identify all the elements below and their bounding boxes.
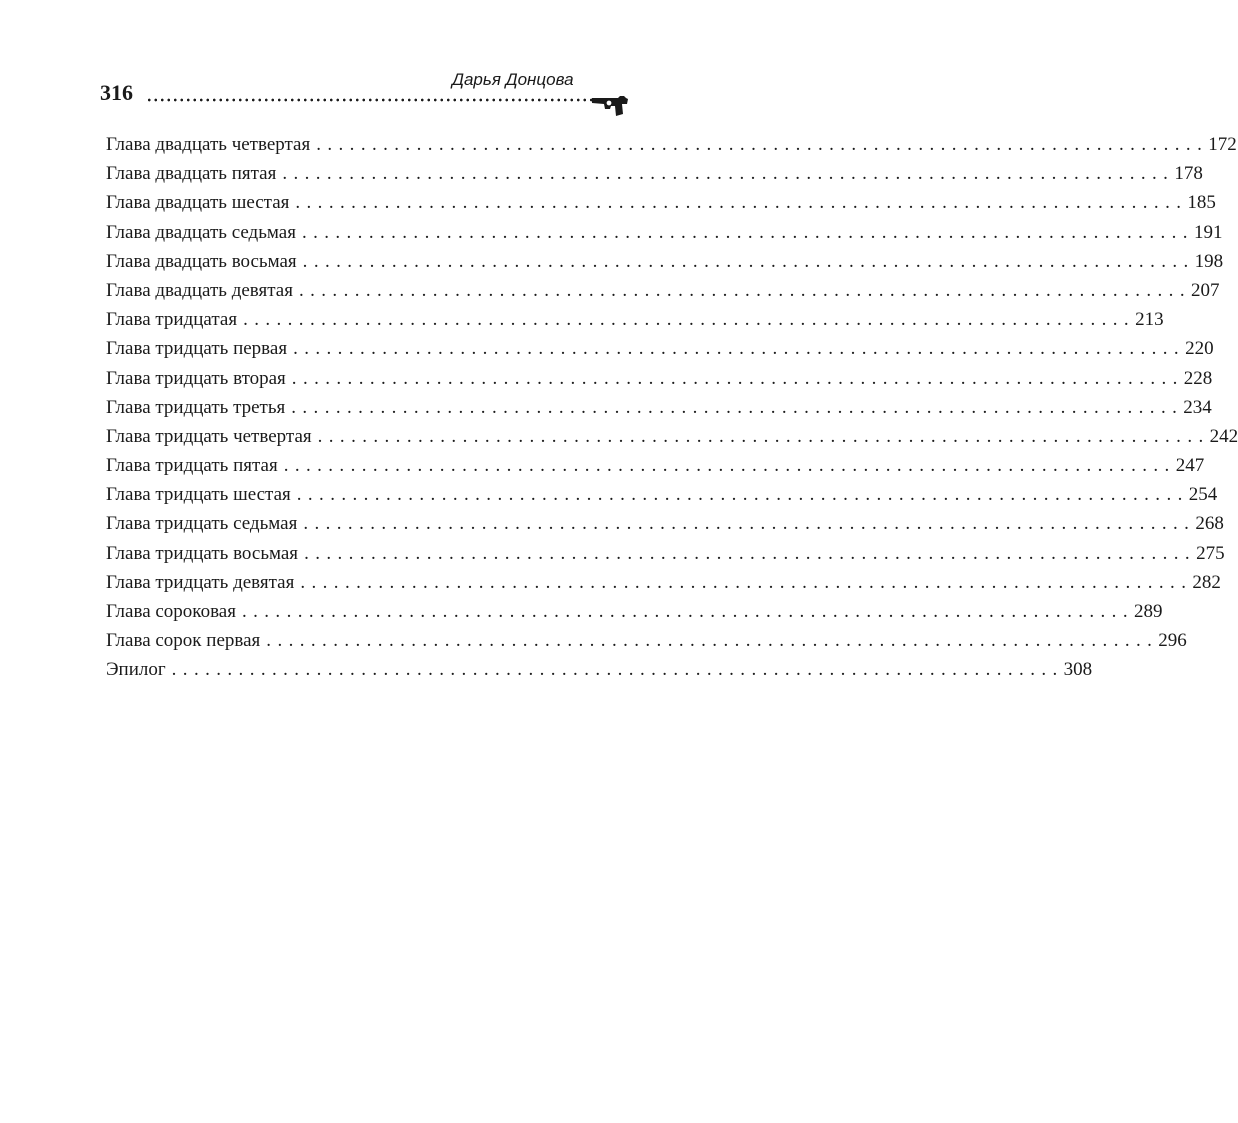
page-header — [100, 70, 630, 120]
toc-entry-page: 296 — [1158, 630, 1187, 652]
toc-entry-page: 247 — [1175, 455, 1205, 477]
toc-entry-title: Глава тридцать третья — [106, 396, 286, 418]
toc-entry-title: Глава двадцать четвертая — [106, 134, 311, 155]
toc-leader-dots: ................................................................................ — [295, 192, 1188, 214]
toc-entry — [106, 393, 1212, 422]
toc-entry-title: Глава двадцать шестая — [106, 192, 290, 214]
toc-entry — [106, 539, 1225, 568]
toc-entry — [106, 334, 1214, 363]
toc-entry-title: Глава тридцать четвертая — [106, 425, 312, 447]
toc-entry — [106, 364, 1213, 393]
toc-entry-title: Глава тридцать девятая — [106, 571, 295, 593]
toc-leader-dots: ................................................................................ — [291, 396, 1184, 418]
toc-entry — [106, 451, 1205, 480]
toc-leader-dots: ................................................................................ — [298, 279, 1191, 301]
toc-entry-page: 234 — [1183, 396, 1212, 418]
toc-leader-dots: ................................................................................ — [266, 630, 1159, 652]
toc-entry-page: 242 — [1209, 425, 1238, 447]
toc-leader-dots: ................................................................................ — [293, 338, 1186, 360]
toc-entry — [106, 218, 1223, 247]
toc-entry — [106, 422, 1238, 451]
toc-entry — [106, 188, 1216, 217]
toc-entry-page: 228 — [1183, 367, 1213, 389]
toc-entry-title: Глава тридцать восьмая — [106, 542, 299, 564]
toc-leader-dots: ................................................................................ — [302, 250, 1195, 272]
toc-entry — [106, 568, 1221, 597]
toc-leader-dots: ................................................................................ — [301, 221, 1194, 243]
header-dotted-rule — [146, 98, 592, 102]
toc-entry-page: 213 — [1135, 309, 1164, 331]
toc-entry-title: Глава двадцать девятая — [106, 279, 293, 301]
toc-entry — [106, 159, 1203, 188]
toc-leader-dots: ................................................................................ — [316, 134, 1209, 155]
toc-leader-dots: ................................................................................ — [243, 309, 1136, 331]
running-head-author: Дарья Донцова — [452, 70, 574, 89]
toc-entry-page: 198 — [1194, 250, 1224, 272]
toc-leader-dots: ................................................................................ — [291, 367, 1184, 389]
toc-entry — [106, 276, 1220, 305]
toc-leader-dots: ................................................................................ — [303, 513, 1196, 535]
toc-entry-page: 254 — [1188, 484, 1218, 506]
toc-entry — [106, 305, 1164, 334]
toc-entry — [106, 655, 1093, 684]
toc-entry-title: Глава двадцать седьмая — [106, 221, 296, 243]
toc-entry-title: Эпилог — [106, 659, 166, 681]
toc-entry — [106, 509, 1224, 538]
toc-entry-title: Глава тридцатая — [106, 309, 238, 331]
toc-entry-title: Глава тридцать вторая — [106, 367, 286, 389]
toc-entry — [106, 480, 1218, 509]
toc-entry-page: 207 — [1190, 279, 1220, 301]
toc-leader-dots: ................................................................................ — [283, 455, 1176, 477]
toc-leader-dots: ................................................................................ — [300, 571, 1193, 593]
toc-entry-page: 308 — [1063, 659, 1093, 681]
toc-entry-title: Глава тридцать пятая — [106, 455, 278, 477]
toc-entry-page: 268 — [1195, 513, 1224, 535]
toc-entry-page: 172 — [1208, 134, 1237, 155]
toc-entry-title: Глава тридцать первая — [106, 338, 288, 360]
revolver-icon — [590, 92, 630, 118]
toc-entry-title: Глава сорок первая — [106, 630, 261, 652]
toc-entry-title: Глава двадцать восьмая — [106, 250, 297, 272]
toc-entry — [106, 626, 1187, 655]
toc-entry — [106, 597, 1163, 626]
toc-entry — [106, 247, 1224, 276]
toc-entry-title: Глава тридцать седьмая — [106, 513, 298, 535]
toc-entry-page: 191 — [1193, 221, 1223, 243]
toc-entry-page: 282 — [1192, 571, 1221, 593]
toc-entry-page: 275 — [1196, 542, 1225, 564]
toc-leader-dots: ................................................................................ — [304, 542, 1197, 564]
toc-entry-title: Глава тридцать шестая — [106, 484, 291, 506]
toc-entry-title: Глава сороковая — [106, 601, 236, 622]
page-number: 316 — [100, 80, 133, 105]
toc-entry-title: Глава двадцать пятая — [106, 163, 277, 185]
toc-entry-page: 289 — [1133, 601, 1163, 622]
toc-entry — [106, 130, 1237, 159]
toc-entry-page: 178 — [1174, 163, 1203, 185]
toc-leader-dots: ................................................................................ — [282, 163, 1175, 185]
toc-entry-page: 220 — [1185, 338, 1214, 360]
toc-leader-dots: ................................................................................ — [241, 601, 1134, 622]
toc-leader-dots: ................................................................................ — [317, 425, 1210, 447]
table-of-contents — [106, 130, 1238, 685]
toc-entry-page: 185 — [1187, 192, 1216, 214]
toc-leader-dots: ................................................................................ — [296, 484, 1189, 506]
toc-leader-dots: ................................................................................ — [171, 659, 1064, 681]
